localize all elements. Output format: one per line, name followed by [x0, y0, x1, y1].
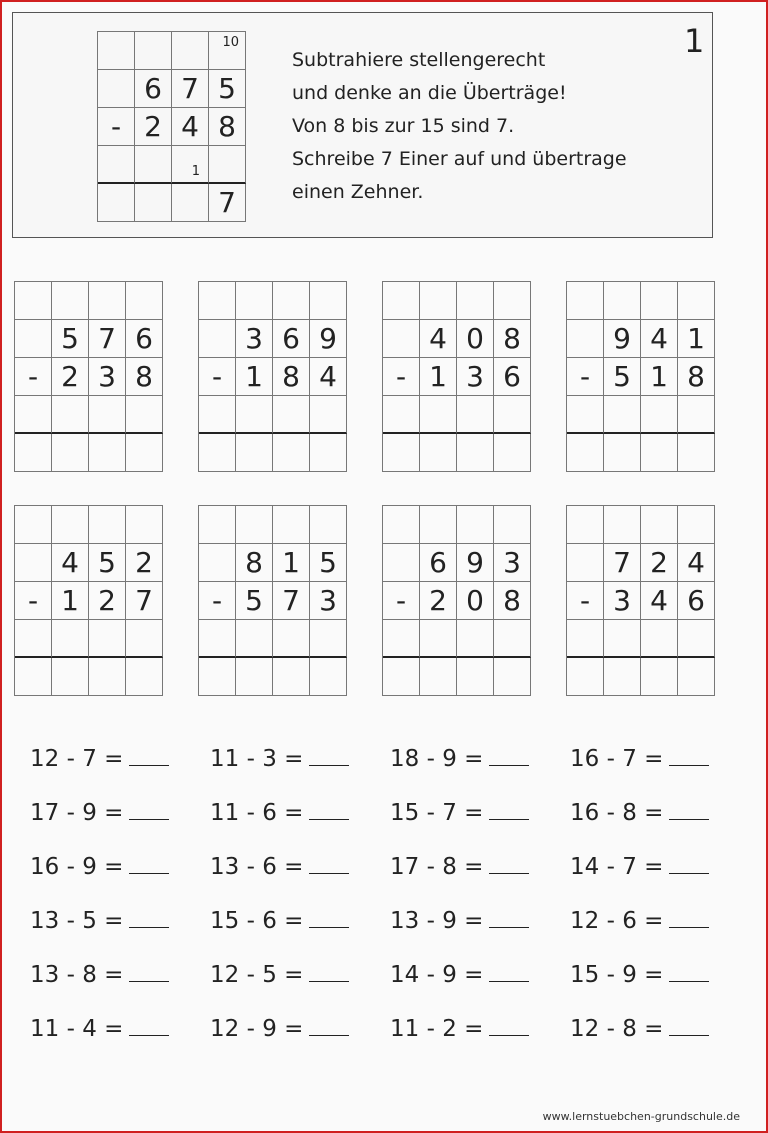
instruction-line: Subtrahiere stellengerecht [292, 49, 546, 71]
minuend-digit: 3 [236, 320, 273, 358]
fact-item [30, 962, 169, 988]
grid-cell [172, 184, 209, 222]
fact-equation: 13 - 8 = [30, 962, 124, 988]
fact-item [390, 1016, 529, 1042]
minus-sign: - [567, 358, 604, 396]
carry-cell[interactable] [383, 506, 420, 544]
problem-grid [566, 505, 715, 696]
carry-cell[interactable] [273, 620, 310, 658]
carry-cell[interactable] [494, 506, 531, 544]
answer-cell[interactable] [494, 434, 531, 472]
answer-blank[interactable] [489, 873, 529, 874]
carry-cell[interactable] [199, 396, 236, 434]
carry-cell[interactable] [199, 620, 236, 658]
fact-equation: 18 - 9 = [390, 746, 484, 772]
answer-cell[interactable] [199, 434, 236, 472]
carry-cell[interactable] [126, 620, 163, 658]
minuend-digit: 5 [310, 544, 347, 582]
grid-cell [135, 184, 172, 222]
subtrahend-digit: 1 [641, 358, 678, 396]
grid-cell [15, 544, 52, 582]
minuend-digit: 7 [604, 544, 641, 582]
minuend-digit: 9 [604, 320, 641, 358]
fact-equation: 17 - 8 = [390, 854, 484, 880]
carry-cell[interactable] [494, 396, 531, 434]
example-minuend-hundreds: 6 [135, 70, 172, 108]
minuend-digit: 1 [678, 320, 715, 358]
answer-blank[interactable] [309, 765, 349, 766]
carry-cell[interactable] [457, 396, 494, 434]
carry-cell[interactable] [383, 620, 420, 658]
problem-grid [382, 505, 531, 696]
problem-grid [198, 281, 347, 472]
fact-item [570, 962, 709, 988]
carry-cell[interactable] [604, 282, 641, 320]
fact-item [570, 1016, 709, 1042]
carry-cell[interactable] [678, 282, 715, 320]
answer-cell[interactable] [678, 434, 715, 472]
answer-blank[interactable] [489, 981, 529, 982]
carry-cell[interactable] [567, 620, 604, 658]
minus-sign: - [199, 582, 236, 620]
carry-cell[interactable] [89, 620, 126, 658]
minuend-digit: 2 [641, 544, 678, 582]
carry-cell[interactable] [678, 506, 715, 544]
carry-cell[interactable] [604, 396, 641, 434]
grid-cell [383, 544, 420, 582]
fact-equation: 13 - 6 = [210, 854, 304, 880]
answer-blank[interactable] [129, 765, 169, 766]
instruction-line: Von 8 bis zur 15 sind 7. [292, 115, 515, 137]
answer-blank[interactable] [669, 981, 709, 982]
carry-cell[interactable] [310, 396, 347, 434]
instruction-line: einen Zehner. [292, 181, 424, 203]
grid-cell [98, 146, 135, 184]
carry-cell[interactable] [52, 396, 89, 434]
example-result-ones: 7 [209, 184, 246, 222]
subtrahend-digit: 4 [641, 582, 678, 620]
carry-cell[interactable] [420, 396, 457, 434]
fact-item [210, 1016, 349, 1042]
subtrahend-digit: 7 [273, 582, 310, 620]
answer-cell[interactable] [15, 434, 52, 472]
carry-cell[interactable] [126, 282, 163, 320]
subtrahend-digit: 3 [604, 582, 641, 620]
carry-cell[interactable] [15, 282, 52, 320]
minus-sign: - [199, 358, 236, 396]
carry-cell[interactable] [89, 396, 126, 434]
fact-item [210, 854, 349, 880]
carry-cell[interactable] [457, 620, 494, 658]
grid-cell [98, 32, 135, 70]
answer-cell[interactable] [604, 434, 641, 472]
carry-cell[interactable] [236, 396, 273, 434]
example-carry-top: 10 [209, 32, 246, 70]
carry-cell[interactable] [15, 396, 52, 434]
subtrahend-digit: 1 [236, 358, 273, 396]
minuend-digit: 3 [494, 544, 531, 582]
carry-cell[interactable] [678, 620, 715, 658]
fact-item [30, 854, 169, 880]
example-carry-bottom: 1 [172, 146, 209, 184]
carry-cell[interactable] [641, 620, 678, 658]
carry-cell[interactable] [236, 506, 273, 544]
problem-grid [14, 281, 163, 472]
fact-equation: 13 - 5 = [30, 908, 124, 934]
answer-cell[interactable] [383, 658, 420, 696]
minus-sign: - [383, 358, 420, 396]
answer-blank[interactable] [129, 927, 169, 928]
carry-cell[interactable] [494, 282, 531, 320]
carry-cell[interactable] [420, 282, 457, 320]
subtrahend-digit: 2 [89, 582, 126, 620]
minus-sign: - [15, 582, 52, 620]
fact-equation: 14 - 7 = [570, 854, 664, 880]
answer-cell[interactable] [126, 658, 163, 696]
fact-equation: 11 - 6 = [210, 800, 304, 826]
fact-item [210, 908, 349, 934]
page-number: 1 [684, 22, 705, 60]
fact-equation: 16 - 9 = [30, 854, 124, 880]
fact-item [30, 908, 169, 934]
minuend-digit: 6 [273, 320, 310, 358]
carry-cell[interactable] [420, 620, 457, 658]
carry-cell[interactable] [641, 282, 678, 320]
carry-cell[interactable] [126, 506, 163, 544]
subtrahend-digit: 1 [420, 358, 457, 396]
answer-blank[interactable] [129, 1035, 169, 1036]
minuend-digit: 6 [420, 544, 457, 582]
answer-blank[interactable] [309, 927, 349, 928]
grid-cell [199, 320, 236, 358]
carry-cell[interactable] [199, 282, 236, 320]
answer-blank[interactable] [309, 1035, 349, 1036]
carry-cell[interactable] [273, 506, 310, 544]
fact-equation: 12 - 5 = [210, 962, 304, 988]
fact-equation: 15 - 6 = [210, 908, 304, 934]
minuend-digit: 5 [52, 320, 89, 358]
minus-sign: - [567, 582, 604, 620]
grid-cell [98, 70, 135, 108]
problem-grid [14, 505, 163, 696]
minuend-digit: 9 [457, 544, 494, 582]
carry-cell[interactable] [15, 506, 52, 544]
answer-cell[interactable] [604, 658, 641, 696]
answer-blank[interactable] [669, 1035, 709, 1036]
carry-cell[interactable] [457, 506, 494, 544]
minuend-digit: 1 [273, 544, 310, 582]
fact-item [570, 908, 709, 934]
answer-cell[interactable] [567, 658, 604, 696]
subtrahend-digit: 2 [52, 358, 89, 396]
answer-cell[interactable] [15, 658, 52, 696]
answer-cell[interactable] [678, 658, 715, 696]
minuend-digit: 0 [457, 320, 494, 358]
grid-cell [567, 320, 604, 358]
subtrahend-digit: 6 [678, 582, 715, 620]
subtrahend-digit: 1 [52, 582, 89, 620]
carry-cell[interactable] [641, 506, 678, 544]
subtrahend-digit: 5 [604, 358, 641, 396]
fact-equation: 16 - 7 = [570, 746, 664, 772]
carry-cell[interactable] [89, 506, 126, 544]
subtrahend-digit: 2 [420, 582, 457, 620]
carry-cell[interactable] [273, 282, 310, 320]
answer-cell[interactable] [420, 434, 457, 472]
answer-cell[interactable] [273, 434, 310, 472]
example-subtrahend-hundreds: 2 [135, 108, 172, 146]
subtrahend-digit: 3 [89, 358, 126, 396]
answer-cell[interactable] [641, 434, 678, 472]
fact-equation: 13 - 9 = [390, 908, 484, 934]
fact-item [390, 908, 529, 934]
subtrahend-digit: 6 [494, 358, 531, 396]
fact-equation: 15 - 7 = [390, 800, 484, 826]
grid-cell [135, 146, 172, 184]
carry-cell[interactable] [567, 282, 604, 320]
example-subtrahend-ones: 8 [209, 108, 246, 146]
carry-cell[interactable] [89, 282, 126, 320]
fact-item [390, 854, 529, 880]
carry-cell[interactable] [52, 620, 89, 658]
answer-blank[interactable] [489, 927, 529, 928]
carry-cell[interactable] [199, 506, 236, 544]
minuend-digit: 7 [89, 320, 126, 358]
answer-cell[interactable] [567, 434, 604, 472]
subtrahend-digit: 3 [457, 358, 494, 396]
subtrahend-digit: 3 [310, 582, 347, 620]
carry-cell[interactable] [457, 282, 494, 320]
carry-cell[interactable] [604, 620, 641, 658]
subtrahend-digit: 8 [126, 358, 163, 396]
subtrahend-digit: 0 [457, 582, 494, 620]
answer-cell[interactable] [236, 658, 273, 696]
minuend-digit: 5 [89, 544, 126, 582]
fact-equation: 12 - 8 = [570, 1016, 664, 1042]
answer-cell[interactable] [420, 658, 457, 696]
answer-blank[interactable] [669, 927, 709, 928]
fact-equation: 17 - 9 = [30, 800, 124, 826]
answer-blank[interactable] [669, 819, 709, 820]
fact-equation: 12 - 9 = [210, 1016, 304, 1042]
instruction-line: und denke an die Überträge! [292, 82, 567, 104]
subtrahend-digit: 8 [273, 358, 310, 396]
answer-cell[interactable] [273, 658, 310, 696]
carry-cell[interactable] [641, 396, 678, 434]
carry-cell[interactable] [126, 396, 163, 434]
answer-blank[interactable] [489, 819, 529, 820]
carry-cell[interactable] [236, 282, 273, 320]
answer-cell[interactable] [89, 434, 126, 472]
carry-cell[interactable] [567, 396, 604, 434]
carry-cell[interactable] [494, 620, 531, 658]
problem-grid [382, 281, 531, 472]
subtrahend-digit: 8 [494, 582, 531, 620]
minuend-digit: 4 [420, 320, 457, 358]
minuend-digit: 2 [126, 544, 163, 582]
answer-cell[interactable] [126, 434, 163, 472]
fact-equation: 11 - 4 = [30, 1016, 124, 1042]
answer-blank[interactable] [669, 873, 709, 874]
answer-cell[interactable] [236, 434, 273, 472]
answer-cell[interactable] [383, 434, 420, 472]
fact-equation: 16 - 8 = [570, 800, 664, 826]
answer-blank[interactable] [489, 1035, 529, 1036]
grid-cell [135, 32, 172, 70]
answer-blank[interactable] [309, 873, 349, 874]
fact-equation: 12 - 6 = [570, 908, 664, 934]
answer-cell[interactable] [52, 434, 89, 472]
carry-cell[interactable] [604, 506, 641, 544]
fact-equation: 12 - 7 = [30, 746, 124, 772]
answer-cell[interactable] [199, 658, 236, 696]
minus-sign: - [15, 358, 52, 396]
subtrahend-digit: 7 [126, 582, 163, 620]
example-minuend-tens: 7 [172, 70, 209, 108]
subtrahend-digit: 4 [310, 358, 347, 396]
subtrahend-digit: 8 [678, 358, 715, 396]
fact-item [570, 854, 709, 880]
answer-blank[interactable] [489, 765, 529, 766]
example-grid [97, 31, 246, 222]
example-minuend-ones: 5 [209, 70, 246, 108]
fact-item [30, 746, 169, 772]
answer-blank[interactable] [309, 819, 349, 820]
subtrahend-digit: 5 [236, 582, 273, 620]
answer-cell[interactable] [457, 434, 494, 472]
carry-cell[interactable] [678, 396, 715, 434]
problem-grid [198, 505, 347, 696]
fact-item [30, 1016, 169, 1042]
grid-cell [383, 320, 420, 358]
answer-cell[interactable] [641, 658, 678, 696]
carry-cell[interactable] [383, 396, 420, 434]
grid-cell [567, 544, 604, 582]
grid-cell [15, 320, 52, 358]
answer-blank[interactable] [129, 819, 169, 820]
carry-cell[interactable] [15, 620, 52, 658]
fact-item [210, 962, 349, 988]
grid-cell [98, 184, 135, 222]
answer-blank[interactable] [129, 981, 169, 982]
minuend-digit: 9 [310, 320, 347, 358]
source-url: www.lernstuebchen-grundschule.de [542, 1110, 740, 1123]
minus-sign: - [383, 582, 420, 620]
answer-cell[interactable] [457, 658, 494, 696]
example-minus-sign: - [98, 108, 135, 146]
fact-equation: 11 - 3 = [210, 746, 304, 772]
minuend-digit: 4 [641, 320, 678, 358]
answer-cell[interactable] [494, 658, 531, 696]
fact-item [210, 746, 349, 772]
answer-cell[interactable] [310, 434, 347, 472]
answer-cell[interactable] [52, 658, 89, 696]
fact-item [390, 962, 529, 988]
fact-item [570, 746, 709, 772]
minuend-digit: 6 [126, 320, 163, 358]
grid-cell [209, 146, 246, 184]
grid-cell [172, 32, 209, 70]
fact-equation: 14 - 9 = [390, 962, 484, 988]
carry-cell[interactable] [383, 282, 420, 320]
minuend-digit: 4 [52, 544, 89, 582]
minuend-digit: 4 [678, 544, 715, 582]
fact-item [390, 746, 529, 772]
carry-cell[interactable] [52, 506, 89, 544]
fact-item [30, 800, 169, 826]
fact-item [570, 800, 709, 826]
answer-cell[interactable] [310, 658, 347, 696]
answer-cell[interactable] [89, 658, 126, 696]
carry-cell[interactable] [310, 620, 347, 658]
instruction-line: Schreibe 7 Einer auf und übertrage [292, 148, 627, 170]
carry-cell[interactable] [273, 396, 310, 434]
carry-cell[interactable] [310, 506, 347, 544]
answer-blank[interactable] [129, 873, 169, 874]
minuend-digit: 8 [236, 544, 273, 582]
carry-cell[interactable] [567, 506, 604, 544]
example-subtrahend-tens: 4 [172, 108, 209, 146]
carry-cell[interactable] [310, 282, 347, 320]
carry-cell[interactable] [420, 506, 457, 544]
grid-cell [199, 544, 236, 582]
answer-blank[interactable] [309, 981, 349, 982]
fact-equation: 15 - 9 = [570, 962, 664, 988]
minuend-digit: 8 [494, 320, 531, 358]
answer-blank[interactable] [669, 765, 709, 766]
fact-equation: 11 - 2 = [390, 1016, 484, 1042]
problem-grid [566, 281, 715, 472]
instructions [292, 44, 627, 209]
carry-cell[interactable] [236, 620, 273, 658]
carry-cell[interactable] [52, 282, 89, 320]
fact-item [390, 800, 529, 826]
fact-item [210, 800, 349, 826]
